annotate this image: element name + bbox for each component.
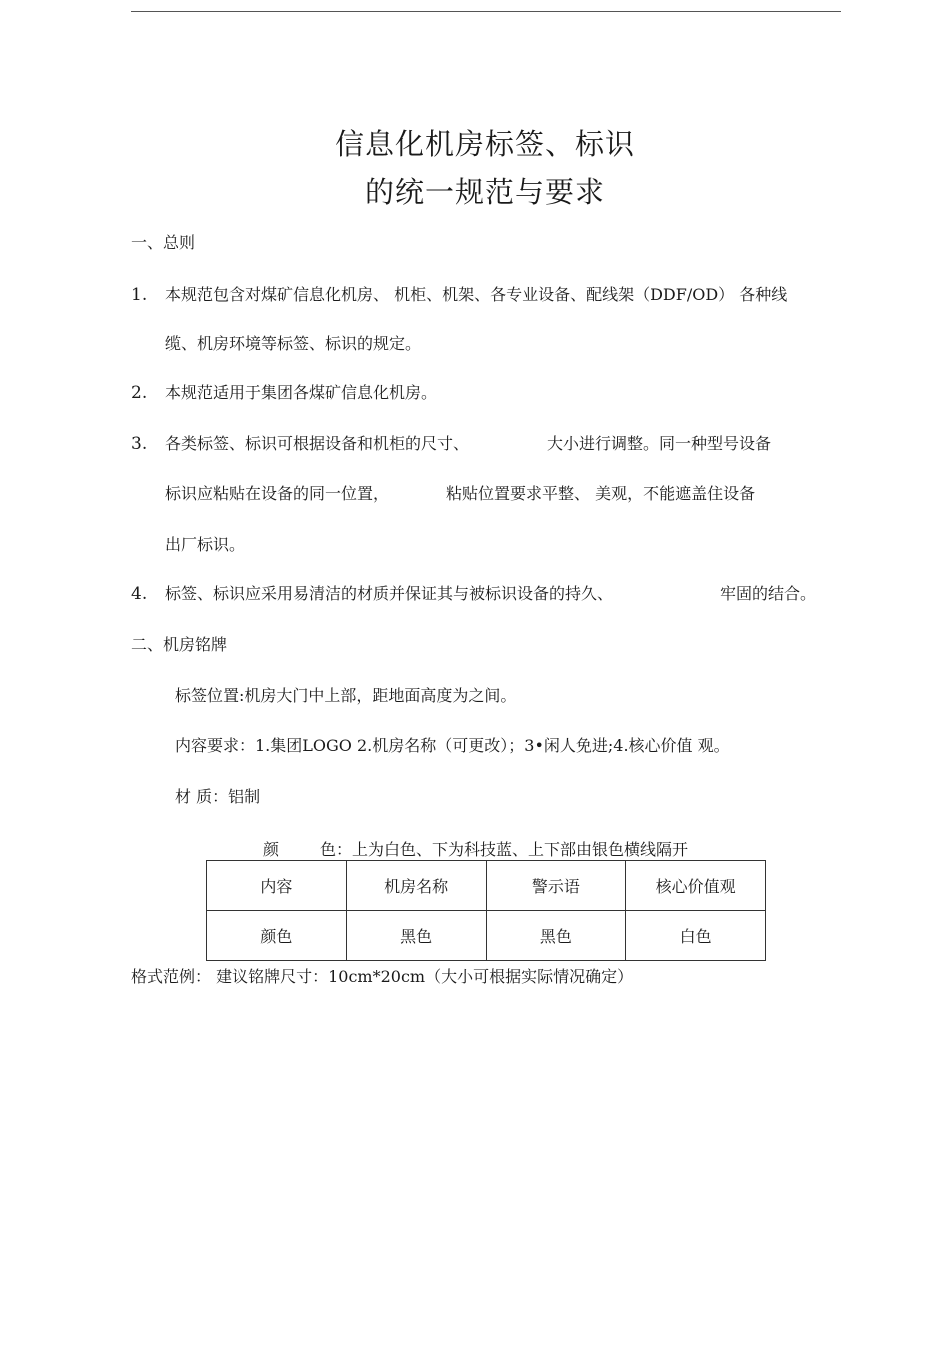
table-cell: 黑色 <box>486 911 626 961</box>
document-title-line-1: 信息化机房标签、标识 <box>334 127 635 161</box>
content-requirements-text: 内容要求：1.集团LOGO 2.机房名称（可更改）；3•闲人免进;4.核心价值 观。 <box>175 736 730 755</box>
item-3-line-2a: 标识应粘贴在设备的同一位置， <box>165 484 390 503</box>
table-cell: 警示语 <box>486 861 626 911</box>
item-1-line-1: 本规范包含对煤矿信息化机房、 机柜、机架、各专业设备、配线架（DDF/OD） 各种线 <box>165 285 788 304</box>
item-4-line-1a: 标签、标识应采用易清洁的材质并保证其与被标识设备的持久、 <box>165 584 614 603</box>
color-label: 颜 <box>263 840 280 859</box>
table-row <box>207 911 766 961</box>
item-3-line-2b: 粘贴位置要求平整、 美观，不能遮盖住设备 <box>446 484 756 503</box>
item-1-line-2: 缆、机房环境等标签、标识的规定。 <box>165 334 422 353</box>
item-2-line-1: 本规范适用于集团各煤矿信息化机房。 <box>165 383 438 402</box>
label-position-text: 标签位置:机房大门中上部，距地面高度为之间。 <box>175 686 517 705</box>
top-rule <box>131 11 841 12</box>
item-number-3: 3. <box>131 434 148 454</box>
table-cell: 内容 <box>207 861 347 911</box>
item-number-4: 4. <box>131 584 148 604</box>
item-number-1: 1. <box>131 285 148 305</box>
format-example-text: 格式范例： 建议铭牌尺寸：10cm*20cm（大小可根据实际情况确定） <box>131 967 634 986</box>
document-title-line-2: 的统一规范与要求 <box>364 175 605 209</box>
item-4-line-1b: 牢固的结合。 <box>720 584 817 603</box>
item-3-line-1a: 各类标签、标识可根据设备和机柜的尺寸、 <box>165 434 470 453</box>
table-cell: 黑色 <box>346 911 486 961</box>
item-number-2: 2. <box>131 383 148 403</box>
table-cell: 核心价值观 <box>626 861 766 911</box>
item-3-line-3: 出厂标识。 <box>165 535 246 554</box>
table-cell: 白色 <box>626 911 766 961</box>
table-cell: 颜色 <box>207 911 347 961</box>
color-description: 色：上为白色、下为科技蓝、上下部由银色横线隔开 <box>320 840 689 859</box>
item-3-line-1b: 大小进行调整。同一种型号设备 <box>547 434 772 453</box>
nameplate-spec-table <box>206 860 766 961</box>
section-heading-general: 一、总则 <box>131 233 196 252</box>
table-cell: 机房名称 <box>346 861 486 911</box>
section-heading-nameplate: 二、机房铭牌 <box>131 635 228 654</box>
material-text: 材 质：铝制 <box>175 787 261 806</box>
table-row <box>207 861 766 911</box>
